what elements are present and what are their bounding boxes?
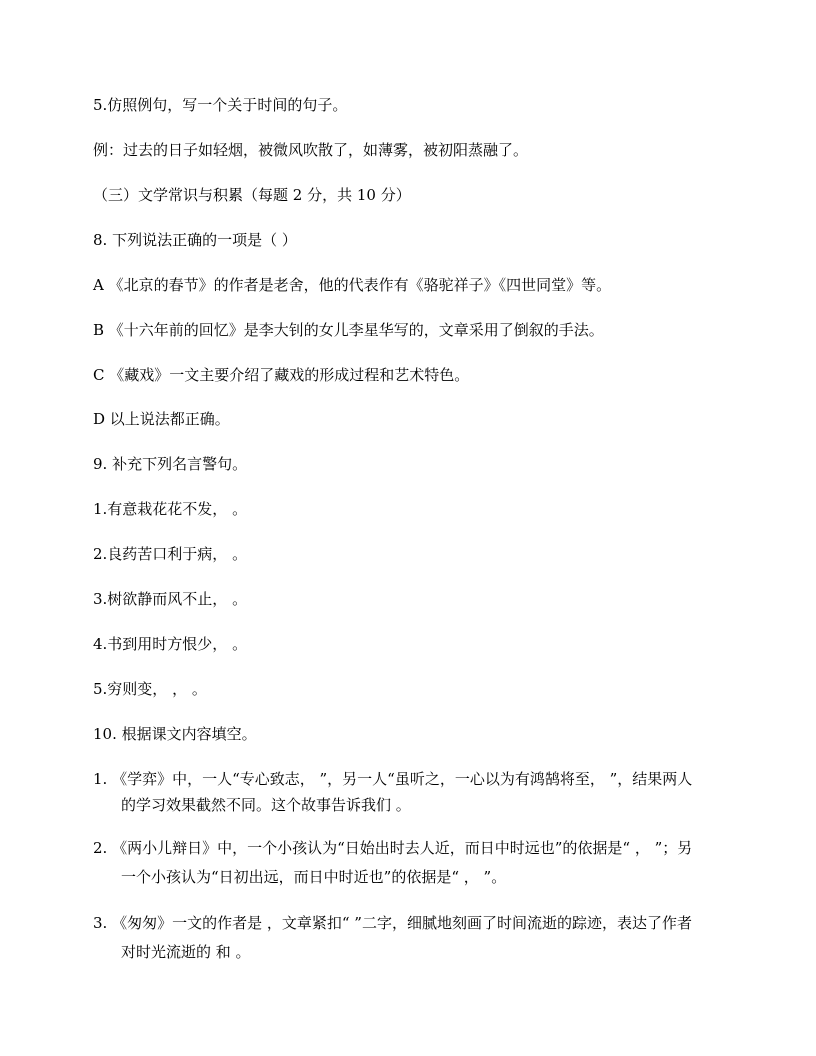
proverb-4: 4.书到用时方恨少， 。: [93, 635, 248, 653]
option-d: D 以上说法都正确。: [93, 410, 230, 428]
question-9-prompt: 9. 补充下列名言警句。: [93, 455, 248, 473]
option-a: A 《北京的春节》的作者是老舍，他的代表作有《骆驼祥子》《四世同堂》等。: [93, 276, 612, 294]
question-8-prompt: 8. 下列说法正确的一项是（ ）: [93, 231, 297, 249]
proverb-1: 1.有意栽花花不发， 。: [93, 500, 248, 518]
option-c: C 《藏戏》一文主要介绍了藏戏的形成过程和艺术特色。: [93, 366, 470, 384]
option-b: B 《十六年前的回忆》是李大钊的女儿李星华写的，文章采用了倒叙的手法。: [93, 321, 604, 339]
proverb-2: 2.良药苦口利于病， 。: [93, 545, 248, 563]
fill-1-line-1: 1. 《学弈》中，一人“专心致志， ”，另一人“虽听之，一心以为有鸿鹄将至， ”，结果两人: [93, 770, 693, 788]
section-3-heading: （三）文学常识与积累（每题 2 分，共 10 分）: [93, 186, 411, 204]
fill-2-line-2: 一个小孩认为“日初出远，而日中时近也”的依据是“ ， ”。: [121, 868, 507, 886]
proverb-5: 5.穷则变， ， 。: [93, 680, 207, 698]
proverb-3: 3.树欲静而风不止， 。: [93, 590, 248, 608]
fill-3-line-2: 对时光流逝的 和 。: [121, 943, 251, 961]
question-10-prompt: 10. 根据课文内容填空。: [93, 725, 257, 743]
fill-1-line-2: 的学习效果截然不同。这个故事告诉我们 。: [121, 796, 411, 814]
example-sentence: 例：过去的日子如轻烟，被微风吹散了，如薄雾，被初阳蒸融了。: [93, 141, 529, 159]
question-5-prompt: 5.仿照例句，写一个关于时间的句子。: [93, 96, 348, 114]
fill-3-line-1: 3. 《匆匆》一文的作者是 ，文章紧扣“ ”二字，细腻地刻画了时间流逝的踪迹，表达了作者: [93, 914, 692, 932]
fill-2-line-1: 2. 《两小儿辩日》中，一个小孩认为“日始出时去人近，而日中时远也”的依据是“ ， ”；另: [93, 839, 693, 857]
